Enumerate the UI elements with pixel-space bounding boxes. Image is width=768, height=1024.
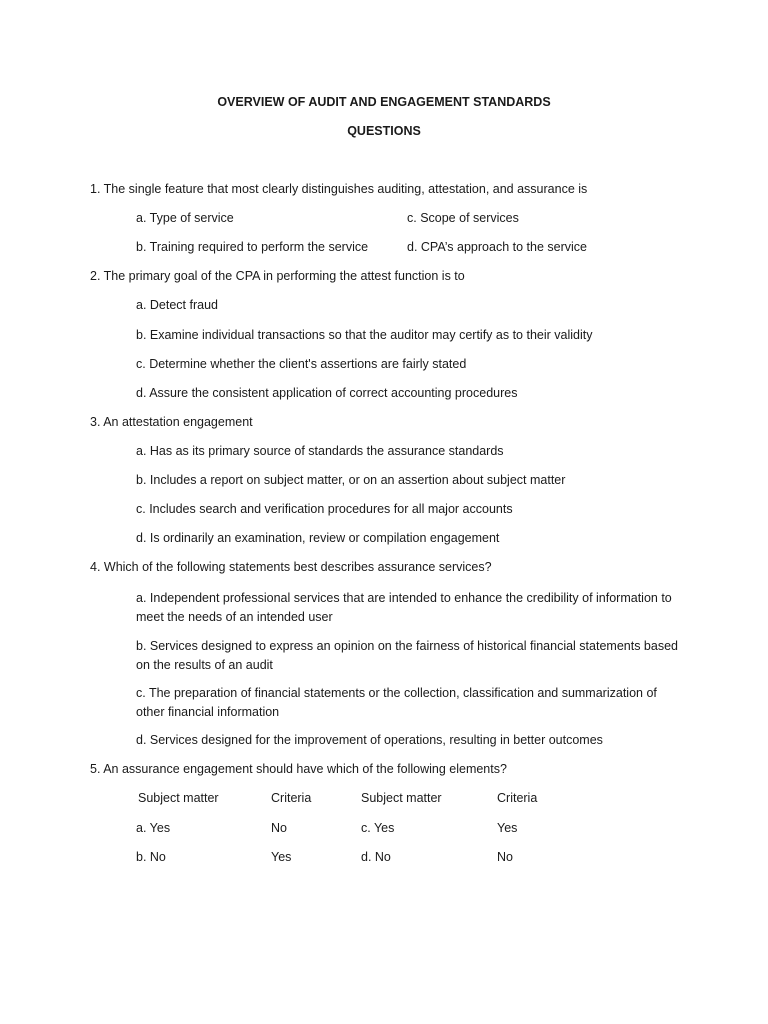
question-2-option-c: c. Determine whether the client's assertions are fairly stated [136,357,467,371]
table-header-subject-matter-2: Subject matter [361,791,442,805]
question-3-option-b: b. Includes a report on subject matter, or on an assertion about subject matter [136,473,566,487]
table-cell: Yes [497,821,518,835]
table-cell: Yes [271,850,292,864]
question-4: 4. Which of the following statements best describes assurance services? [90,560,492,574]
question-2: 2. The primary goal of the CPA in performing the attest function is to [90,269,465,283]
question-4-option-b: b. Services designed to express an opinion on the fairness of historical financial statements based on the results of an audit [136,639,678,672]
table-cell: b. No [136,850,166,864]
question-4-option-a: a. Independent professional services that are intended to enhance the credibility of information to meet the needs of an intended user [136,591,672,624]
question-2-option-a: a. Detect fraud [136,298,218,312]
table-cell: No [271,821,287,835]
question-5: 5. An assurance engagement should have which of the following elements? [90,762,507,776]
question-3-option-d: d. Is ordinarily an examination, review or compilation engagement [136,531,500,545]
question-1-option-b: b. Training required to perform the service [136,240,369,254]
question-4-option-c: c. The preparation of financial statements or the collection, classification and summarization of other financial information [136,686,657,719]
question-1-option-d: d. CPA’s approach to the service [407,240,587,254]
table-header-criteria-2: Criteria [497,791,538,805]
table-header-subject-matter-1: Subject matter [138,791,219,805]
question-4-option-d: d. Services designed for the improvement of operations, resulting in better outcomes [136,733,603,747]
question-2-option-b: b. Examine individual transactions so that the auditor may certify as to their validity [136,328,593,342]
table-cell: No [497,850,513,864]
question-3-option-c: c. Includes search and verification procedures for all major accounts [136,502,513,516]
table-header-criteria-1: Criteria [271,791,312,805]
table-cell: a. Yes [136,821,171,835]
document-subtitle: QUESTIONS [347,124,421,138]
question-3: 3. An attestation engagement [90,415,253,429]
question-1: 1. The single feature that most clearly distinguishes auditing, attestation, and assurance is [90,182,588,196]
question-1-option-c: c. Scope of services [407,211,519,225]
table-cell: c. Yes [361,821,395,835]
question-3-option-a: a. Has as its primary source of standards the assurance standards [136,444,504,458]
question-1-option-a: a. Type of service [136,211,234,225]
question-2-option-d: d. Assure the consistent application of correct accounting procedures [136,386,518,400]
document-title: OVERVIEW OF AUDIT AND ENGAGEMENT STANDARDS [217,95,551,109]
table-cell: d. No [361,850,391,864]
